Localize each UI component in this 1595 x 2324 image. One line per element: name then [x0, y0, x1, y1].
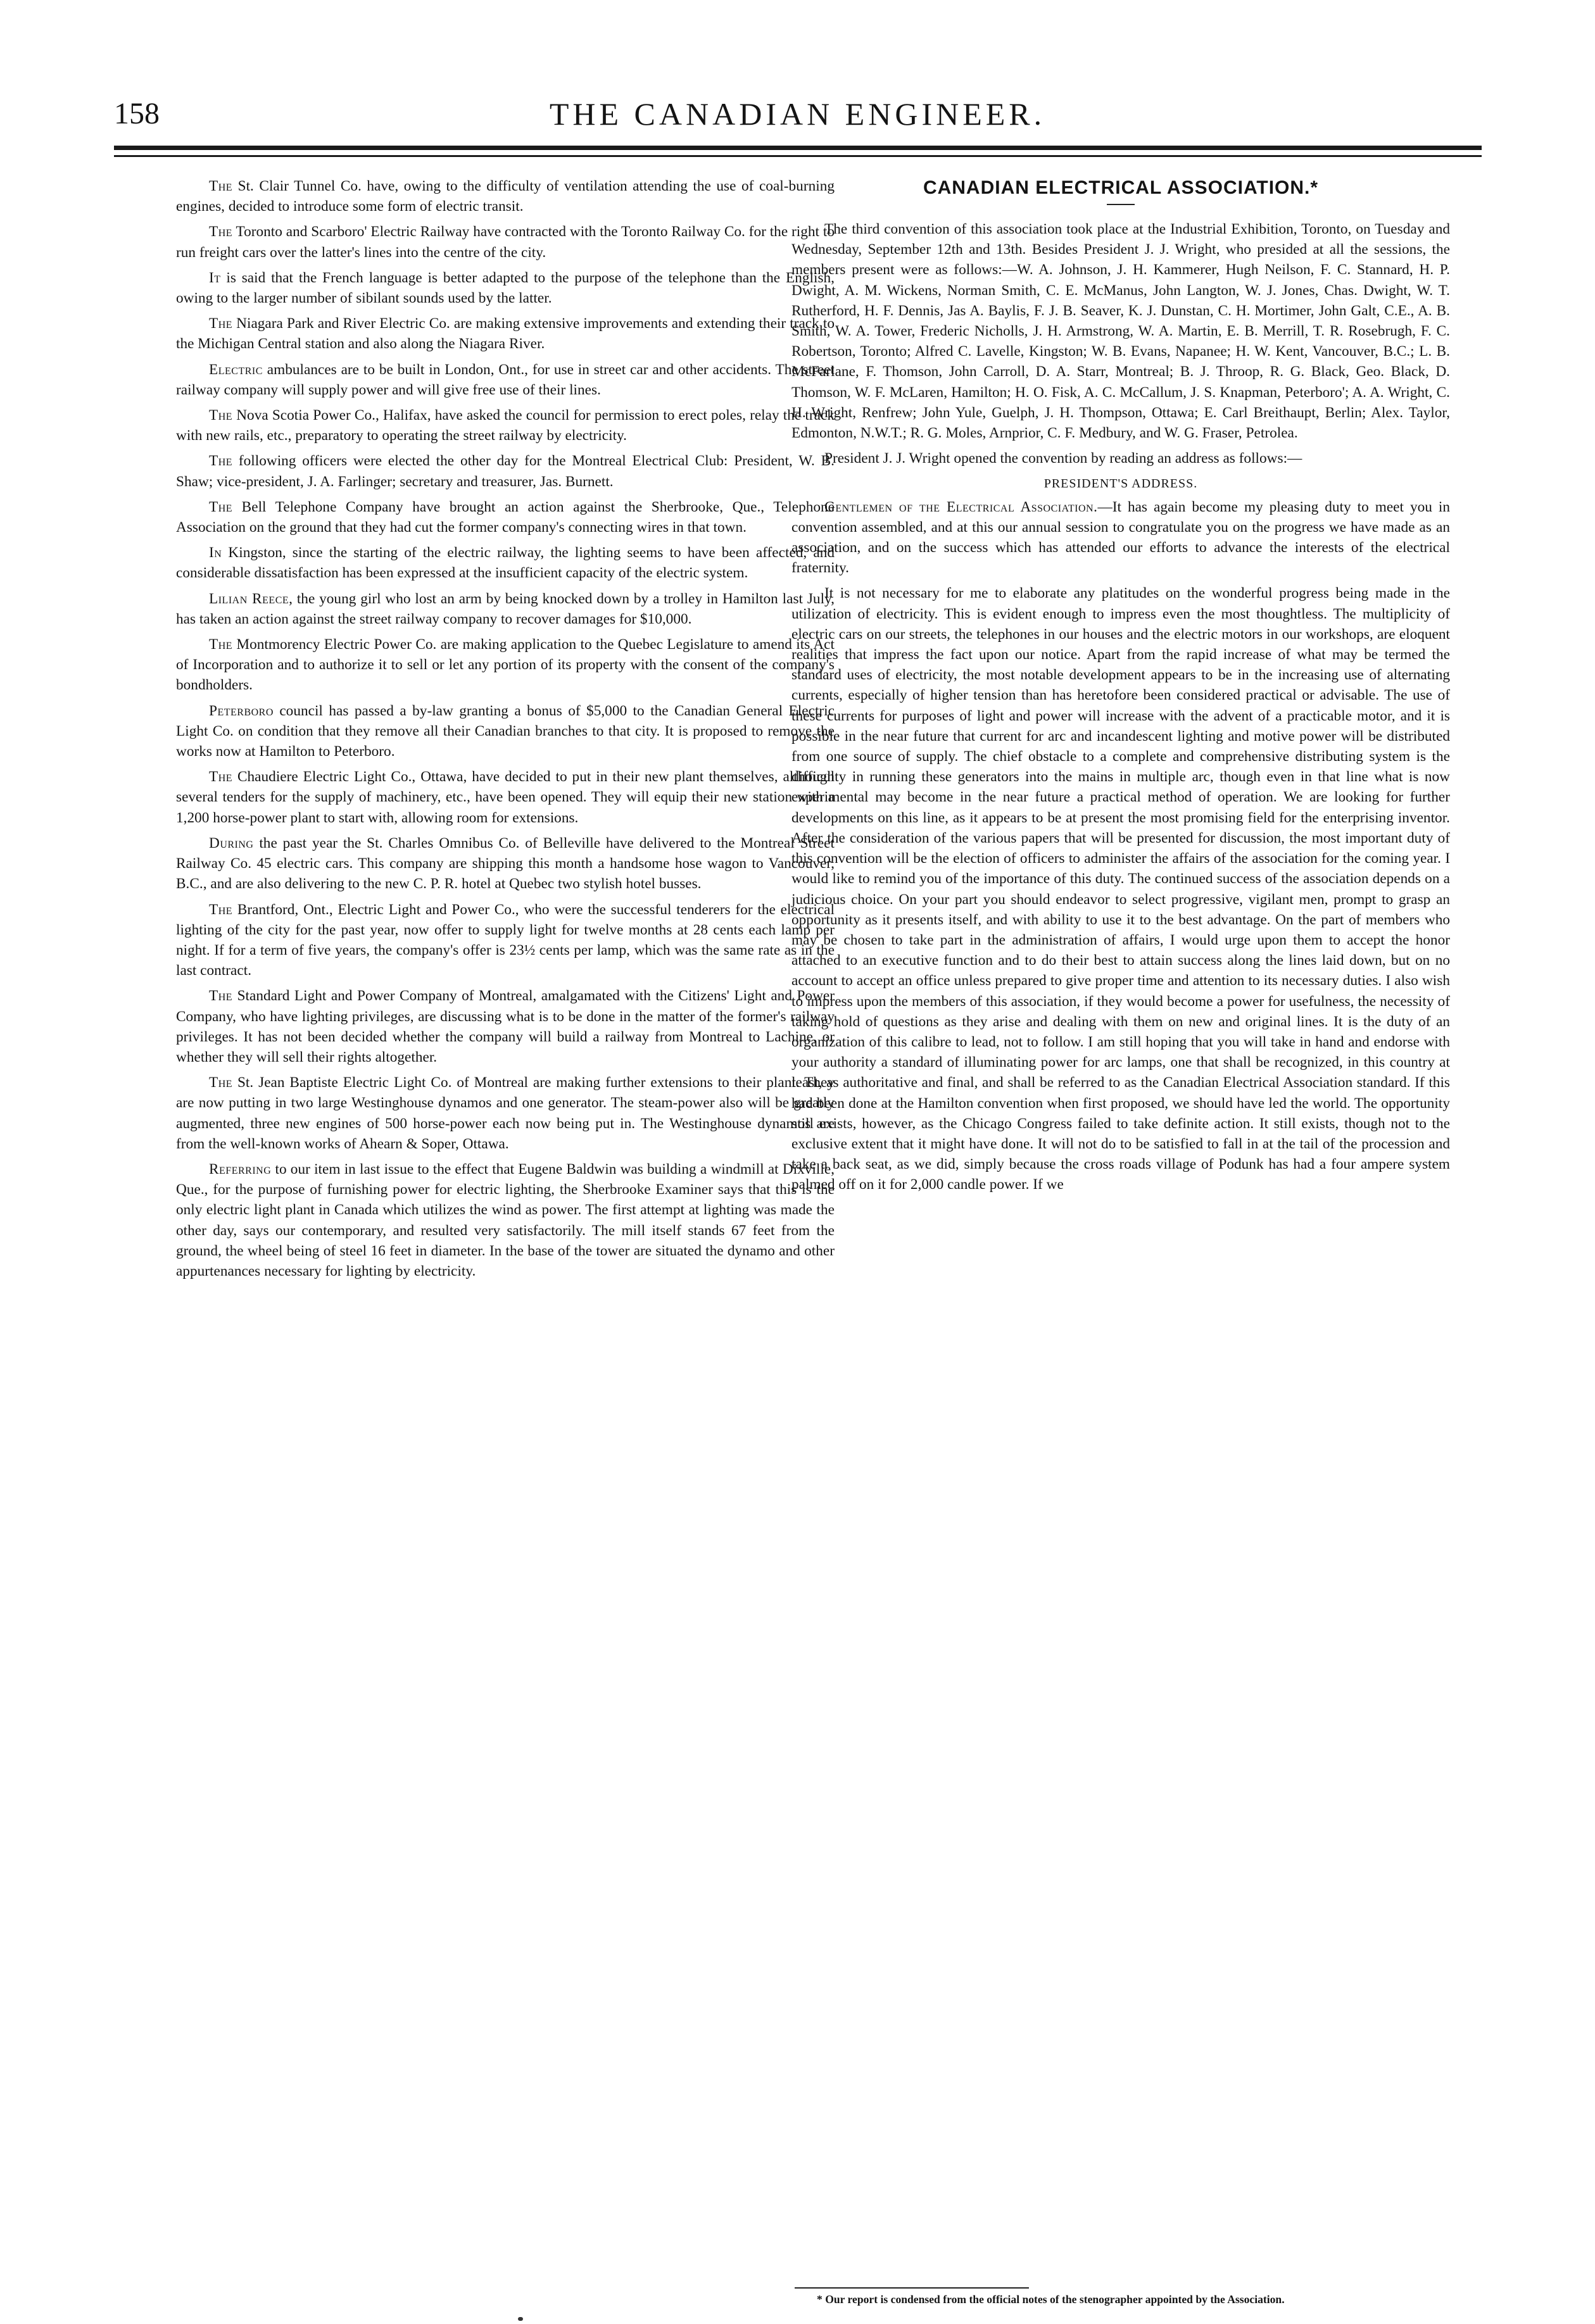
- news-item: [176, 634, 835, 696]
- news-item: [176, 543, 835, 583]
- news-item-lead: The: [209, 178, 233, 194]
- news-item-lead: During: [209, 834, 254, 851]
- news-item: [176, 405, 835, 446]
- header-rule-thick: [114, 146, 1482, 150]
- news-item: [176, 497, 835, 537]
- news-item-text: the past year the St. Charles Omnibus Co. of Belleville have delivered to the Montreal Street Railway Co. 45 electric cars. This company are shipping this month a handsome hose wagon to Vancouver, B.C., and are also delivering to the new C. P. R. hotel at Quebec two stylish hotel busses.: [176, 834, 835, 893]
- news-item-lead: The: [209, 498, 233, 515]
- news-item-text: is said that the French language is better adapted to the purpose of the telephone than the English, owing to the larger number of sibilant sounds used by the latter.: [176, 269, 835, 307]
- news-item-text: Niagara Park and River Electric Co. are making extensive improvements and extending their track to the Michigan Central station and also along the Niagara River.: [176, 315, 835, 353]
- page-number: 158: [114, 97, 160, 130]
- news-item-lead: The: [209, 1074, 233, 1091]
- news-item-lead: In: [209, 544, 222, 562]
- news-item-text: following officers were elected the other day for the Montreal Electrical Club: President, W. B. Shaw; vice-president, J. A. Farlinger; secretary and treasurer, Jas. Burnett.: [176, 453, 835, 490]
- news-item-text: Nova Scotia Power Co., Halifax, have asked the council for permission to erect poles, relay the track with new rails, etc., preparatory to operating the street railway by electricity.: [176, 407, 835, 444]
- news-item-lead: The: [209, 315, 233, 332]
- news-item-text: Toronto and Scarboro' Electric Railway have contracted with the Toronto Railway Co. for the right to run freight cars over the latter's lines into the centre of the city.: [176, 223, 835, 261]
- news-item: [176, 833, 835, 895]
- news-item-lead: Lilian Reece: [209, 590, 289, 607]
- news-item: [176, 222, 835, 262]
- news-item: [176, 268, 835, 308]
- left-column: [176, 176, 835, 2284]
- news-item-lead: The: [209, 988, 233, 1005]
- convention-opening: President J. J. Wright opened the convention by reading an address as follows:—: [824, 450, 1302, 467]
- journal-title: THE CANADIAN ENGINEER.: [549, 96, 1046, 132]
- news-item-text: , the young girl who lost an arm by being knocked down by a trolley in Hamilton last July, has taken an action against the street railway company to recover damages for $10,000.: [176, 590, 835, 627]
- news-item-text: St. Clair Tunnel Co. have, owing to the difficulty of ventilation attending the use of coal-burning engines, decided to introduce some form of electric transit.: [176, 178, 835, 215]
- news-item-lead: The: [209, 769, 233, 786]
- news-item-lead: The: [209, 407, 233, 424]
- news-item: [176, 701, 835, 762]
- news-item: [176, 313, 835, 354]
- news-item: [176, 1072, 835, 1154]
- news-item: [176, 900, 835, 981]
- news-item: [176, 176, 835, 217]
- news-item-lead: It: [209, 269, 221, 286]
- news-item-text: to our item in last issue to the effect that Eugene Baldwin was building a windmill at Dixville, Que., for the purpose of furnishing power for electric lighting, the Sherbrooke Examiner says that this is the only electric light plant in Canada which utilizes the wind as power. The first attempt at lighting was made the other day, says our contemporary, and resulted very satisfactorily. The mill itself stands 67 feet from the ground, the wheel being of steel 16 feet in diameter. In the base of the tower are situated the dynamo and other appurtenances necessary for lighting by electricity.: [176, 1160, 835, 1279]
- footnote-rule: [795, 2287, 1029, 2289]
- news-item-lead: Referring: [209, 1160, 272, 1178]
- news-item: [176, 767, 835, 828]
- news-item-text: Standard Light and Power Company of Montreal, amalgamated with the Citizens' Light and Power Company, who have lighting privileges, are discussing what is to be done in the matter of the former's railway privileges. It has not been decided whether the company will build a railway from Montreal to Lachine, or whether they will sell their rights altogether.: [176, 988, 835, 1065]
- news-item: [176, 451, 835, 491]
- address-salutation: Gentlemen of the Electrical Association.: [824, 498, 1098, 515]
- news-item-text: Bell Telephone Company have brought an action against the Sherbrooke, Que., Telephone Association on the ground that they had cut the former company's connecting wires in that town.: [176, 498, 835, 536]
- news-item-text: council has passed a by-law granting a bonus of $5,000 to the Canadian General Electric Light Co. on condition that they remove all their Canadian branches to that city. It is proposed to remove the works now at Hamilton to Peterboro.: [176, 702, 835, 760]
- news-item: [176, 360, 835, 400]
- title-rule: [1107, 204, 1135, 205]
- news-item-lead: Electric: [209, 361, 263, 378]
- news-item-text: Brantford, Ont., Electric Light and Power Co., who were the successful tenderers for the electrical lighting of the city for the past year, now offer to supply light for twelve months at 28 cents each lamp per night. If for a term of five years, the company's offer is 23½ cents per lamp, which was the same rate as in the last contract.: [176, 901, 835, 979]
- header-rule-thin: [114, 155, 1482, 157]
- convention-intro: The third convention of this association took place at the Industrial Exhibition, Toronto, on Tuesday and Wednesday, September 12th and 13th. Besides President J. J. Wright, who presided at all the sessions, the members present were as follows:—W. A. Johnson, J. H. Kammerer, Hugh Neilson, F. C. Stannard, H. P. Dwight, A. M. Wickens, Norman Smith, C. E. McManus, John Langton, W. J. Jones, Chas. Dwight, W. T. Rutherford, H. F. Dennis, Jas A. Baylis, F. J. B. Seaver, K. J. Dunstan, C. H. Mortimer, John Galt, C.E., A. B. Smith, W. A. Tower, Frederic Nicholls, J. H. Armstrong, W. A. Martin, E. B. Merrill, T. R. Rosebrugh, F. C. Robertson, Toronto; Alfred C. Lavelle, Kingston; W. B. Evans, Napanee; H. W. Kent, Vancouver, B.C.; L. B. McFarlane, F. Thomson, John Carroll, D. A. Starr, Montreal; B. J. Throop, R. G. Black, Geo. Black, D. Thomson, W. F. McLaren, Hamilton; H. O. Fisk, A. C. McCallum, J. S. Knapman, Peterboro'; A. A. Wright, C. H. Wright, Renfrew; John Yule, Guelph, J. H. Thompson, Ottawa; E. Carl Breithaupt, Berlin; Alex. Taylor, Edmonton, N.W.T.; R. G. Moles, Arnprior, C. F. Medbury, and W. G. Fraser, Petrolea.: [791, 221, 1450, 442]
- news-item-lead: The: [209, 636, 233, 653]
- article-title: CANADIAN ELECTRICAL ASSOCIATION.*: [923, 177, 1319, 198]
- print-speck: [518, 2317, 523, 2321]
- section-subheading: PRESIDENT'S ADDRESS.: [1043, 477, 1198, 491]
- footnote: * Our report is condensed from the official notes of the stenographer appointed by the Association.: [817, 2293, 1285, 2306]
- right-column: [791, 176, 1450, 2271]
- news-item-lead: The: [209, 453, 233, 470]
- news-item: [176, 986, 835, 1067]
- address-paragraph-text: —It has again become my pleasing duty to meet you in convention assembled, and at this our annual session to congratulate you on the progress we have made as an association, and on the success which has attended our efforts to advance the interests of the electrical fraternity.: [791, 498, 1450, 577]
- news-item-text: St. Jean Baptiste Electric Light Co. of Montreal are making further extensions to their plant. They are now putting in two large Westinghouse dynamos and one generator. The steam-power also will be greatly augmented, three new engines of 500 horse-power each now being put in. The Westinghouse dynamos are from the well-known works of Ahearn & Soper, Ottawa.: [176, 1074, 835, 1152]
- news-item-lead: The: [209, 223, 233, 241]
- page-header: [0, 95, 1595, 133]
- address-paragraph: It is not necessary for me to elaborate any platitudes on the wonderful progress being made in the utilization of electricity. This is evident enough to impress even the most thoughtless. The multiplicity of electric cars on our streets, the telephones in our houses and the electric motors in our workshops, are eloquent realities that impress the fact upon our notice. Apart from the rapid increase of what may be termed the standard uses of electricity, the most notable development appears to be in the increasing use of alternating currents, especially of higher tension than has heretofore been considered practical or advisable. The use of these currents for purposes of light and power will increase with the advent of a practicable motor, and it is possible in the near future that current for arc and incandescent lighting and motive power will be distributed from one source of supply. The chief obstacle to a complete and comprehensive distributing system is the difficulty in running these generators into the mains in multiple arc, though even in that line what is now experimental may become in the near future a practical method of operation. We are looking for further developments on this line, as it appears to be at present the most promising field for the enterprising inventor. After the consideration of the various papers that will be presented for discussion, the most important duty of this convention will be the election of officers to administer the affairs of the association for the coming year. I would like to remind you of the importance of this duty. The continued success of the association depends on a judicious choice. On your part you should endeavor to select progressive, vigilant men, prompt to grasp an opportunity as it presents itself, and with ability to use it to the best advantage. On the part of members who may be chosen to take part in the administration of affairs, I would urge upon them to accept the honor attached to an executive function and to do their best to attain success along the lines laid down, but on no account to accept an office unless prepared to give proper time and attention to its necessary duties. I also wish to impress upon the members of this association, if they would become a power for usefulness, the necessity of taking hold of questions as they arise and dealing with them on new and original lines. It is the duty of an organization of this calibre to lead, not to follow. I am still hoping that you will take in hand and endorse with your authority a standard of illuminating power for arc lamps, one that shall be recognized, in this country at least, as authoritative and final, and shall be referred to as the Canadian Electrical Association standard. If this had been done at the Hamilton convention when first proposed, we should have led the world. The opportunity still exists, however, as the Chicago Congress failed to take definite action. It still exists, though not to the exclusive extent that it might have done. It will not do to be satisfied to fall in at the tail of the procession and take a back seat, as we did, simply because the cross roads village of Podunk has had a four ampere system palmed off on it for 2,000 candle power. If we: [791, 585, 1450, 1193]
- news-item-text: Kingston, since the starting of the electric railway, the lighting seems to have been affected, and considerable dissatisfaction has been expressed at the insufficient capacity of the electric system.: [176, 544, 835, 582]
- news-item-lead: The: [209, 901, 233, 918]
- news-item-lead: Peterboro: [209, 702, 274, 719]
- address-paragraph: [791, 497, 1450, 579]
- news-item-text: ambulances are to be built in London, Ont., for use in street car and other accidents. The street railway company will supply power and will give free use of their lines.: [176, 361, 835, 398]
- news-item-text: Montmorency Electric Power Co. are making application to the Quebec Legislature to amend its Act of Incorporation and to authorize it to sell or let any portion of its property with the consent of the company's bondholders.: [176, 636, 835, 694]
- news-item-text: Chaudiere Electric Light Co., Ottawa, have decided to put in their new plant themselves, although several tenders for the supply of machinery, etc., have been opened. They will equip their new station with a 1,200 horse-power plant to start with, allowing room for extensions.: [176, 769, 835, 826]
- news-item: [176, 1159, 835, 1281]
- news-item: [176, 589, 835, 629]
